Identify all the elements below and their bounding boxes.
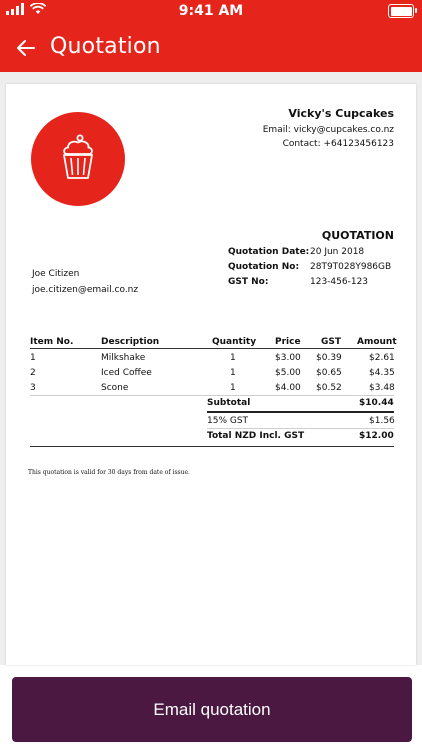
cell-description: Milkshake [101,353,146,363]
total-value: $12.00 [359,431,394,441]
cupcake-icon [59,134,97,180]
customer-email: joe.citizen@email.co.nz [32,285,139,295]
subtotal-label: Subtotal [207,398,251,408]
page-title: Quotation [50,34,161,59]
cell-gst: $0.52 [316,383,342,393]
app-bar [0,24,422,72]
cell-gst: $0.65 [316,368,342,378]
cell-quantity: 1 [230,353,236,363]
cell-item: 2 [30,368,36,378]
quotation-document [6,84,416,665]
cell-quantity: 1 [230,383,236,393]
cell-price: $4.00 [275,383,301,393]
business-name: Vicky's Cupcakes [288,107,394,120]
cell-amount: $4.35 [369,368,395,378]
table-header-divider [30,348,394,349]
battery-icon [388,4,414,18]
col-header-gst: GST [321,337,342,347]
quotation-no-value: 28T9T028Y986GB [310,262,392,272]
gst-no-value: 123-456-123 [310,277,369,287]
col-header-amount: Amount [357,337,397,347]
total-label: Total NZD Incl. GST [207,431,305,441]
status-bar [0,0,422,24]
quotation-heading: QUOTATION [321,229,394,242]
table-rows-divider [30,395,394,396]
col-header-price: Price [275,337,301,347]
business-contact: Contact: +64123456123 [282,139,394,149]
cell-amount: $2.61 [369,353,395,363]
cell-description: Iced Coffee [101,368,152,378]
cell-description: Scone [101,383,129,393]
col-header-quantity: Quantity [212,337,257,347]
gst-divider [207,428,394,429]
subtotal-divider [207,411,394,413]
email-quotation-button[interactable]: Email quotation [12,677,412,742]
status-time: 9:41 AM [178,3,244,19]
col-header-description: Description [101,337,160,347]
quotation-date-label: Quotation Date: [228,247,310,257]
col-header-item: Item No. [30,337,74,347]
subtotal-value: $10.44 [359,398,394,408]
cell-amount: $3.48 [369,383,395,393]
gst-label: 15% GST [207,416,249,426]
arrow-left-icon[interactable] [14,36,38,60]
total-divider [30,446,394,447]
cell-price: $5.00 [275,368,301,378]
cell-gst: $0.39 [316,353,342,363]
cell-item: 3 [30,383,36,393]
gst-no-label: GST No: [228,277,269,287]
customer-name: Joe Citizen [32,269,80,279]
cell-price: $3.00 [275,353,301,363]
gst-value: $1.56 [369,416,395,426]
quotation-no-label: Quotation No: [228,262,300,272]
business-email: Email: vicky@cupcakes.co.nz [262,125,394,135]
cell-quantity: 1 [230,368,236,378]
business-logo [31,112,125,206]
validity-note: This quotation is valid for 30 days from date of issue. [28,469,190,476]
content-area[interactable] [0,72,422,665]
quotation-date-value: 20 Jun 2018 [310,247,365,257]
cell-item: 1 [30,353,36,363]
